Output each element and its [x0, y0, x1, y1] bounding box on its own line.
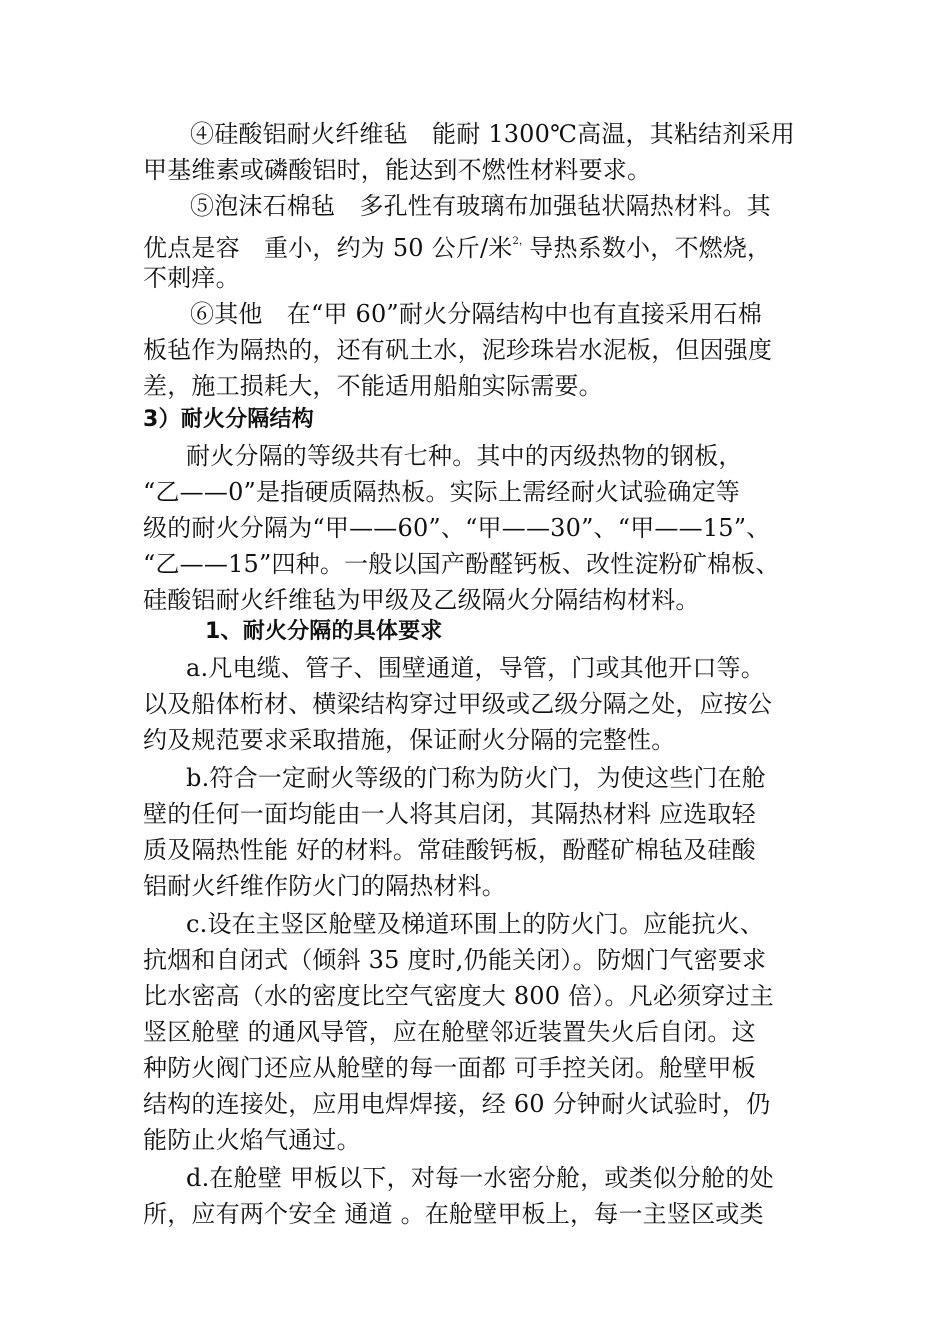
- text-segment: 优点是容 重小，约为 50 公斤/米: [143, 234, 513, 262]
- paragraph-line: b.符合一定耐火等级的门称为防火门，为使这些门在舱: [186, 764, 766, 792]
- paragraph-line: 所，应有两个安全 通道 。在舱壁甲板上，每一主竖区或类: [143, 1200, 764, 1228]
- paragraph-line: 能防止火焰气通过。: [143, 1126, 361, 1154]
- paragraph-line: 硅酸铝耐火纤维毡为甲级及乙级隔火分隔结构材料。: [143, 586, 700, 614]
- paragraph-line: 壁的任何一面均能由一人将其启闭，其隔热材料 应选取轻: [143, 800, 756, 828]
- paragraph-line: 差，施工损耗大，不能适用船舶实际需要。: [143, 372, 603, 400]
- paragraph-line: “乙——15”四种。一般以国产酚醛钙板、改性淀粉矿棉板、: [143, 550, 780, 578]
- paragraph-line: 种防火阀门还应从舱壁的每一面都 可手控关闭。舱壁甲板: [143, 1054, 756, 1082]
- paragraph-line: 甲基维素或磷酸铝时，能达到不燃性材料要求。: [143, 156, 652, 184]
- paragraph-line: 比水密高（水的密度比空气密度大 800 倍）。凡必须穿过主: [143, 982, 774, 1010]
- paragraph-line: ⑥其他 在“甲 60”耐火分隔结构中也有直接采用石棉: [190, 300, 762, 328]
- paragraph-line: 结构的连接处，应用电焊焊接，经 60 分钟耐火试验时，仍: [143, 1090, 771, 1118]
- paragraph-line: 板毡作为隔热的，还有矾土水，泥珍珠岩水泥板，但因强度: [143, 336, 773, 364]
- paragraph-line: “乙——0”是指硬质隔热板。实际上需经耐火试验确定等: [143, 478, 741, 506]
- paragraph-line: a.凡电缆、管子、围壁通道，导管，门或其他开口等。: [186, 654, 765, 682]
- paragraph-line: 以及船体桁材、横梁结构穿过甲级或乙级分隔之处，应按公: [143, 690, 773, 718]
- section-heading: 3）耐火分隔结构: [143, 407, 314, 432]
- paragraph-line: d.在舱壁 甲板以下，对每一水密分舱，或类似分舱的处: [186, 1164, 774, 1192]
- paragraph-line: 约及规范要求采取措施，保证耐火分隔的完整性。: [143, 726, 676, 754]
- superscript: 2，: [512, 236, 530, 247]
- paragraph-line: 质及隔热性能 好的材料。常硅酸钙板，酚醛矿棉毡及硅酸: [143, 836, 756, 864]
- paragraph-line: 不刺痒。: [143, 264, 240, 292]
- subsection-heading: 1、耐火分隔的具体要求: [205, 619, 443, 644]
- paragraph-line: 耐火分隔的等级共有七种。其中的丙级热物的钢板，: [186, 442, 743, 470]
- paragraph-line: 铝耐火纤维作防火门的隔热材料。: [143, 872, 506, 900]
- paragraph-line: ⑤泡沫石棉毡 多孔性有玻璃布加强毡状隔热材料。其: [190, 192, 771, 220]
- paragraph-line: 竖区舱壁 的通风导管，应在舱壁邻近装置失火后自闭。这: [143, 1018, 756, 1046]
- paragraph-line: 级的耐火分隔为“甲——60”、“甲——30”、“甲——15”、: [143, 514, 771, 542]
- paragraph-line: 抗烟和自闭式（倾斜 35 度时,仍能关闭）。防烟门气密要求: [143, 946, 767, 974]
- paragraph-line: ④硅酸铝耐火纤维毡 能耐 1300℃高温，其粘结剂采用: [190, 120, 795, 148]
- text-segment: 导热系数小，不燃烧，: [529, 234, 772, 262]
- paragraph-line: c.设在主竖区舱壁及梯道环围上的防火门。应能抗火、: [186, 910, 765, 938]
